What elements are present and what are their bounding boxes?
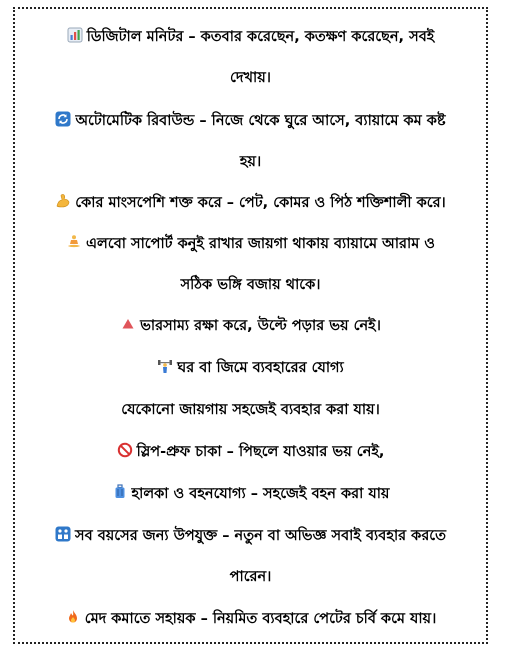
feature-text: ডিজিটাল মনিটর – কতবার করেছেন, কতক্ষণ করেছেন, সবই <box>86 29 435 45</box>
feature-text: যেকোনো জায়গায় সহজেই ব্যবহার করা যায়। <box>121 402 380 418</box>
feature-text: সঠিক ভঙ্গি বজায় থাকে। <box>180 277 321 293</box>
feature-line <box>15 441 486 463</box>
feature-text: এলবো সাপোর্ট কনুই রাখার জায়গা থাকায় ব্যায়ামে আরাম ও <box>86 236 435 252</box>
feature-text: হালকা ও বহনযোগ্য – সহজেই বহন করা যায় <box>131 486 390 502</box>
feature-line <box>15 26 486 48</box>
feature-line <box>15 608 486 630</box>
feature-list-frame <box>13 7 488 644</box>
feature-text: অটোমেটিক রিবাউন্ড – নিজে থেকে ঘুরে আসে, ব্যায়ামে কম কষ্ট <box>75 113 446 129</box>
feature-text: পারেন। <box>229 569 272 585</box>
luggage-icon <box>112 484 128 500</box>
flexed-biceps-icon <box>55 193 71 209</box>
feature-line <box>15 357 486 379</box>
feature-line <box>15 566 486 588</box>
prohibited-icon <box>117 442 133 458</box>
fire-icon <box>65 609 81 625</box>
feature-text: ঘর বা জিমে ব্যবহারের যোগ্য <box>177 360 344 376</box>
person-meditating-icon <box>66 234 82 250</box>
weight-lifter-icon <box>157 358 173 374</box>
feature-line <box>15 151 486 173</box>
bar-chart-icon <box>67 27 83 43</box>
feature-line <box>15 67 486 89</box>
family-icon <box>55 526 71 542</box>
red-triangle-icon <box>120 316 136 332</box>
feature-line <box>15 192 486 214</box>
feature-line <box>15 274 486 296</box>
feature-text: দেখায়। <box>230 70 271 86</box>
feature-text: স্লিপ-প্রুফ চাকা – পিছলে যাওয়ার ভয় নেই, <box>136 444 385 460</box>
feature-text: ভারসাম্য রক্ষা করে, উল্টে পড়ার ভয় নেই। <box>140 318 381 334</box>
feature-line <box>15 233 486 255</box>
feature-line <box>15 110 486 132</box>
auto-rotate-icon <box>55 111 71 127</box>
feature-line <box>15 315 486 337</box>
feature-line <box>15 525 486 547</box>
feature-text: হয়। <box>239 154 262 170</box>
feature-text: মেদ কমাতে সহায়ক – নিয়মিত ব্যবহারে পেটের চর্বি কমে যায়। <box>84 611 437 627</box>
feature-text: সব বয়সের জন্য উপযুক্ত – নতুন বা অভিজ্ঞ সবাই ব্যবহার করতে <box>75 528 446 544</box>
feature-line <box>15 483 486 505</box>
feature-line <box>15 399 486 421</box>
feature-text: কোর মাংসপেশি শক্ত করে – পেট, কোমর ও পিঠ শক্তিশালী করে। <box>75 195 446 211</box>
